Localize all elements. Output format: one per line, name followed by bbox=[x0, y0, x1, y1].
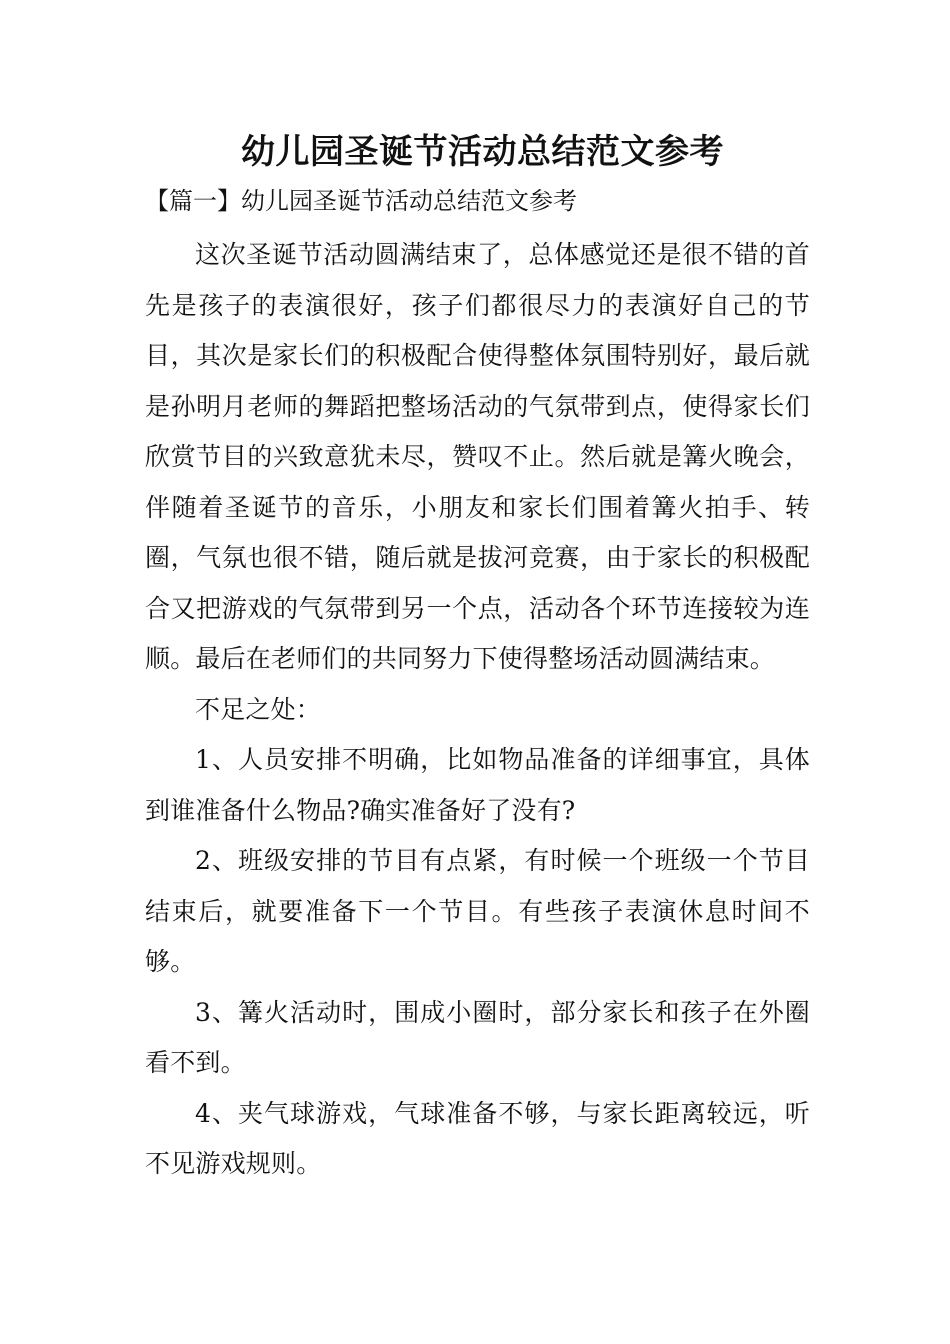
paragraph-item-1: 1、人员安排不明确，比如物品准备的详细事宜，具体到谁准备什么物品?确实准备好了没有? bbox=[145, 745, 810, 825]
paragraph-item-2: 2、班级安排的节目有点紧，有时候一个班级一个节目结束后，就要准备下一个节目。有些孩子表演休息时间不够。 bbox=[145, 846, 810, 976]
document-title: 幼儿园圣诞节活动总结范文参考 bbox=[241, 132, 724, 172]
document-body bbox=[145, 230, 810, 1190]
paragraph-item-3: 3、篝火活动时，围成小圈时，部分家长和孩子在外圈看不到。 bbox=[145, 997, 810, 1077]
paragraph-item-4: 4、夹气球游戏，气球准备不够，与家长距离较远，听不见游戏规则。 bbox=[145, 1098, 810, 1178]
paragraph-summary: 这次圣诞节活动圆满结束了，总体感觉还是很不错的首先是孩子的表演很好，孩子们都很尽力的表演好自己的节目，其次是家长们的积极配合使得整体氛围特别好，最后就是孙明月老师的舞蹈把整场活动的气氛带到点，使得家长们欣赏节目的兴致意犹未尽，赞叹不止。然后就是篝火晚会，伴随着圣诞节的音乐，小朋友和家长们围着篝火拍手、转圈，气氛也很不错，随后就是拔河竞赛，由于家长的积极配合又把游戏的气氛带到另一个点，活动各个环节连接较为连顺。最后在老师们的共同努力下使得整场活动圆满结束。 bbox=[145, 240, 810, 673]
section-heading: 【篇一】幼儿园圣诞节活动总结范文参考 bbox=[145, 187, 577, 215]
paragraph-shortcomings-heading: 不足之处： bbox=[195, 694, 322, 724]
